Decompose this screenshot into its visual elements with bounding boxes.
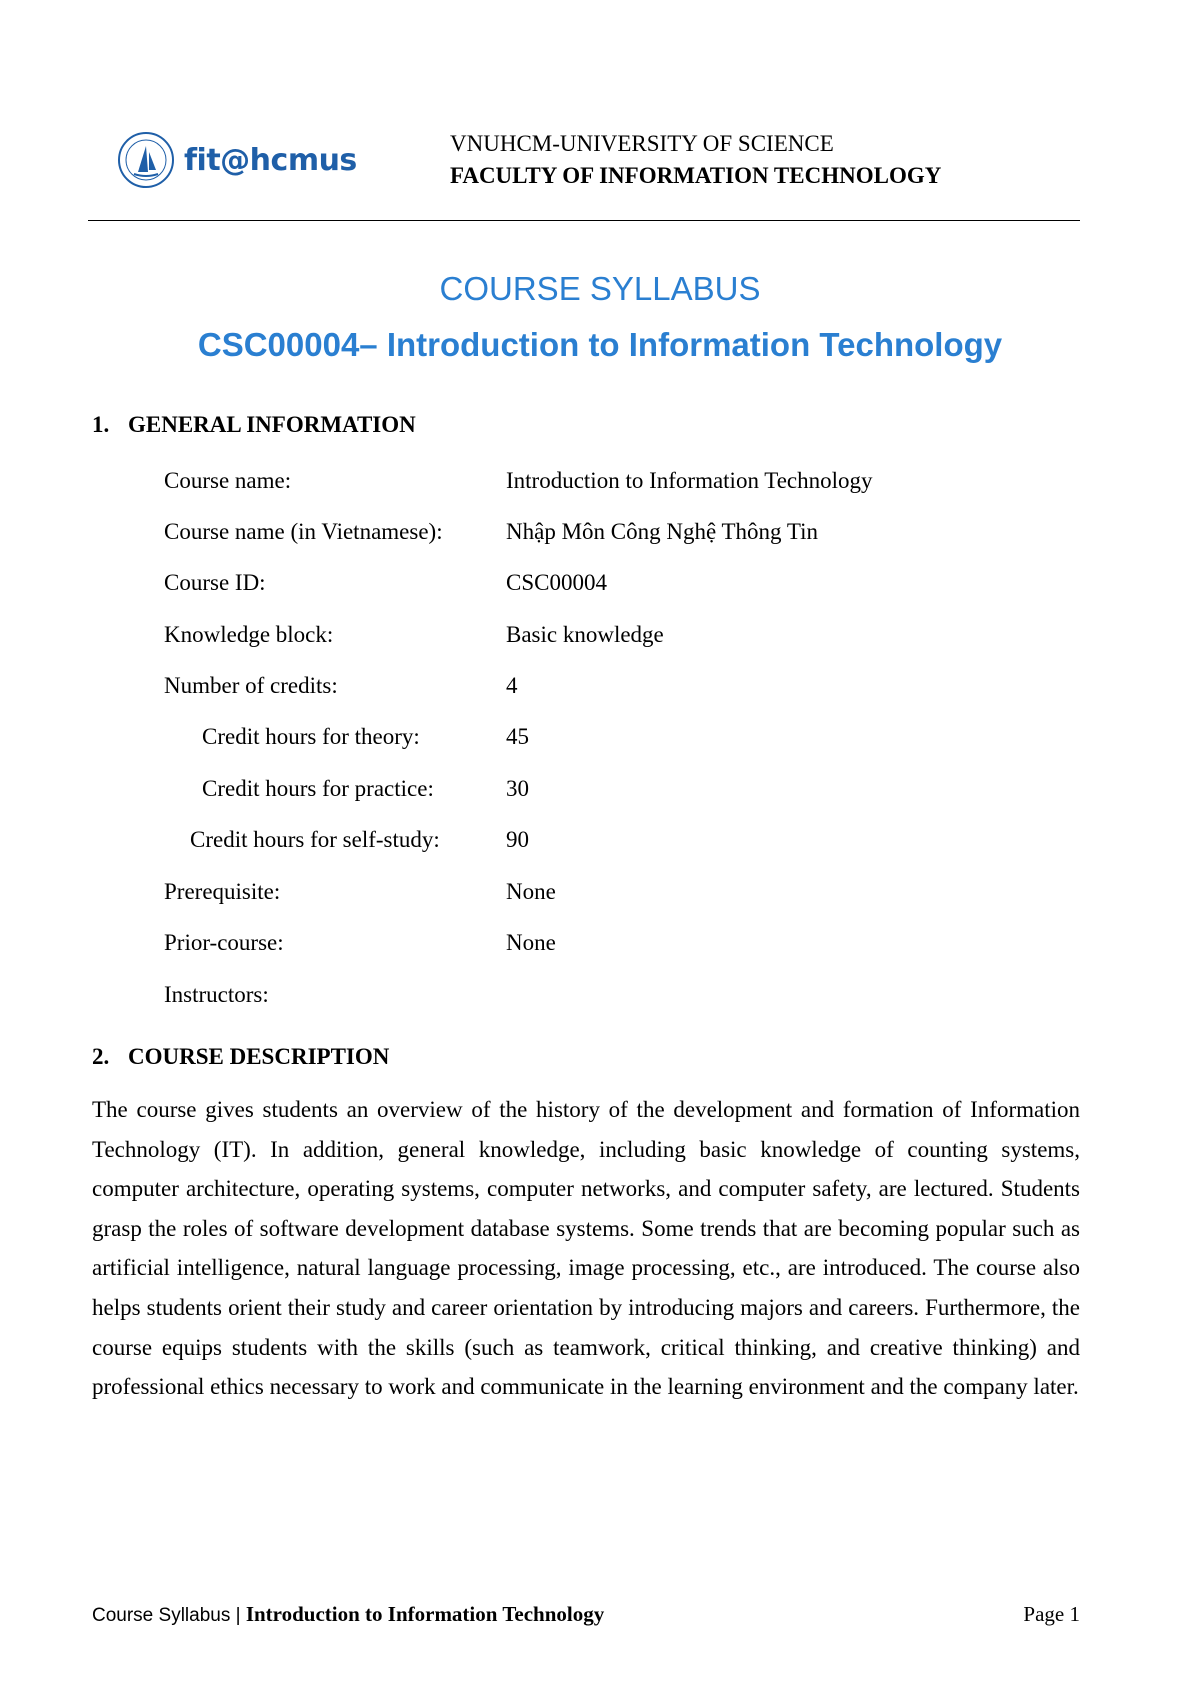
info-value: Basic knowledge — [506, 622, 664, 647]
header-divider — [88, 220, 1080, 221]
info-label: Prior-course: — [164, 930, 284, 955]
info-value: 4 — [506, 673, 518, 698]
info-row-course-id — [164, 570, 1064, 602]
section-number: 2. — [92, 1044, 110, 1069]
info-row-knowledge-block — [164, 622, 1064, 654]
section-title: COURSE DESCRIPTION — [128, 1044, 390, 1069]
page-header — [90, 120, 1080, 200]
info-label: Prerequisite: — [164, 879, 281, 904]
info-label: Course ID: — [164, 570, 266, 595]
info-value: 30 — [506, 776, 529, 801]
section-general-information-heading — [92, 412, 416, 438]
info-label: Credit hours for practice: — [202, 776, 434, 801]
info-row-course-name-vietnamese — [164, 519, 1064, 551]
info-value: Introduction to Information Technology — [506, 468, 873, 493]
university-name: VNUHCM-UNIVERSITY OF SCIENCE — [450, 131, 834, 156]
info-label: Credit hours for self-study: — [190, 827, 440, 852]
info-row-prerequisite — [164, 879, 1064, 911]
faculty-name: FACULTY OF INFORMATION TECHNOLOGY — [450, 163, 942, 188]
info-label: Knowledge block: — [164, 622, 334, 647]
section-title: GENERAL INFORMATION — [128, 412, 416, 437]
faculty-logo — [116, 130, 357, 190]
university-seal-icon — [116, 130, 176, 190]
footer-title — [92, 1602, 604, 1627]
info-row-instructors — [164, 982, 1064, 1014]
logo-wordmark: fit@hcmus — [184, 142, 357, 178]
info-label: Number of credits: — [164, 673, 338, 698]
info-value: CSC00004 — [506, 570, 607, 595]
info-value: 90 — [506, 827, 529, 852]
info-label: Credit hours for theory: — [202, 724, 420, 749]
info-value: Nhập Môn Công Nghệ Thông Tin — [506, 519, 819, 544]
info-value: 45 — [506, 724, 529, 749]
course-description-paragraph: The course gives students an overview of the history of the development and formation of Information Technology (IT). In addition, general knowledge, including basic knowledge of counting systems, computer architecture, operating systems, computer networks, and computer safety, are lectured. Students grasp the roles of software development database systems. Some trends that are becoming popular such as artificial intelligence, natural language processing, image processing, etc., are introduced. The course also helps students orient their study and career orientation by introducing majors and careers. Furthermore, the course equips students with the skills (such as teamwork, critical thinking, and creative thinking) and professional ethics necessary to work and communicate in the learning environment and the company later. — [92, 1097, 1080, 1400]
info-label: Course name: — [164, 468, 292, 493]
info-row-prior-course — [164, 930, 1064, 962]
info-row-number-of-credits — [164, 673, 1064, 705]
info-row-self-study-hours — [164, 827, 1064, 859]
info-value: None — [506, 879, 556, 904]
course-title: CSC00004– Introduction to Information Technology — [197, 326, 1003, 363]
footer-label: Course Syllabus | — [92, 1605, 241, 1626]
page-number: Page 1 — [1023, 1602, 1080, 1626]
info-value: None — [506, 930, 556, 955]
info-label: Course name (in Vietnamese): — [164, 519, 443, 544]
institution-block — [450, 128, 941, 192]
info-label: Instructors: — [164, 982, 269, 1007]
section-course-description-heading — [92, 1044, 389, 1070]
page-footer — [92, 1602, 1080, 1636]
info-row-practice-hours — [164, 776, 1064, 808]
document-title: COURSE SYLLABUS — [439, 270, 761, 307]
info-row-course-name — [164, 468, 1064, 500]
footer-course-name: Introduction to Information Technology — [245, 1602, 605, 1626]
section-number: 1. — [92, 412, 110, 437]
info-row-theory-hours — [164, 724, 1064, 756]
